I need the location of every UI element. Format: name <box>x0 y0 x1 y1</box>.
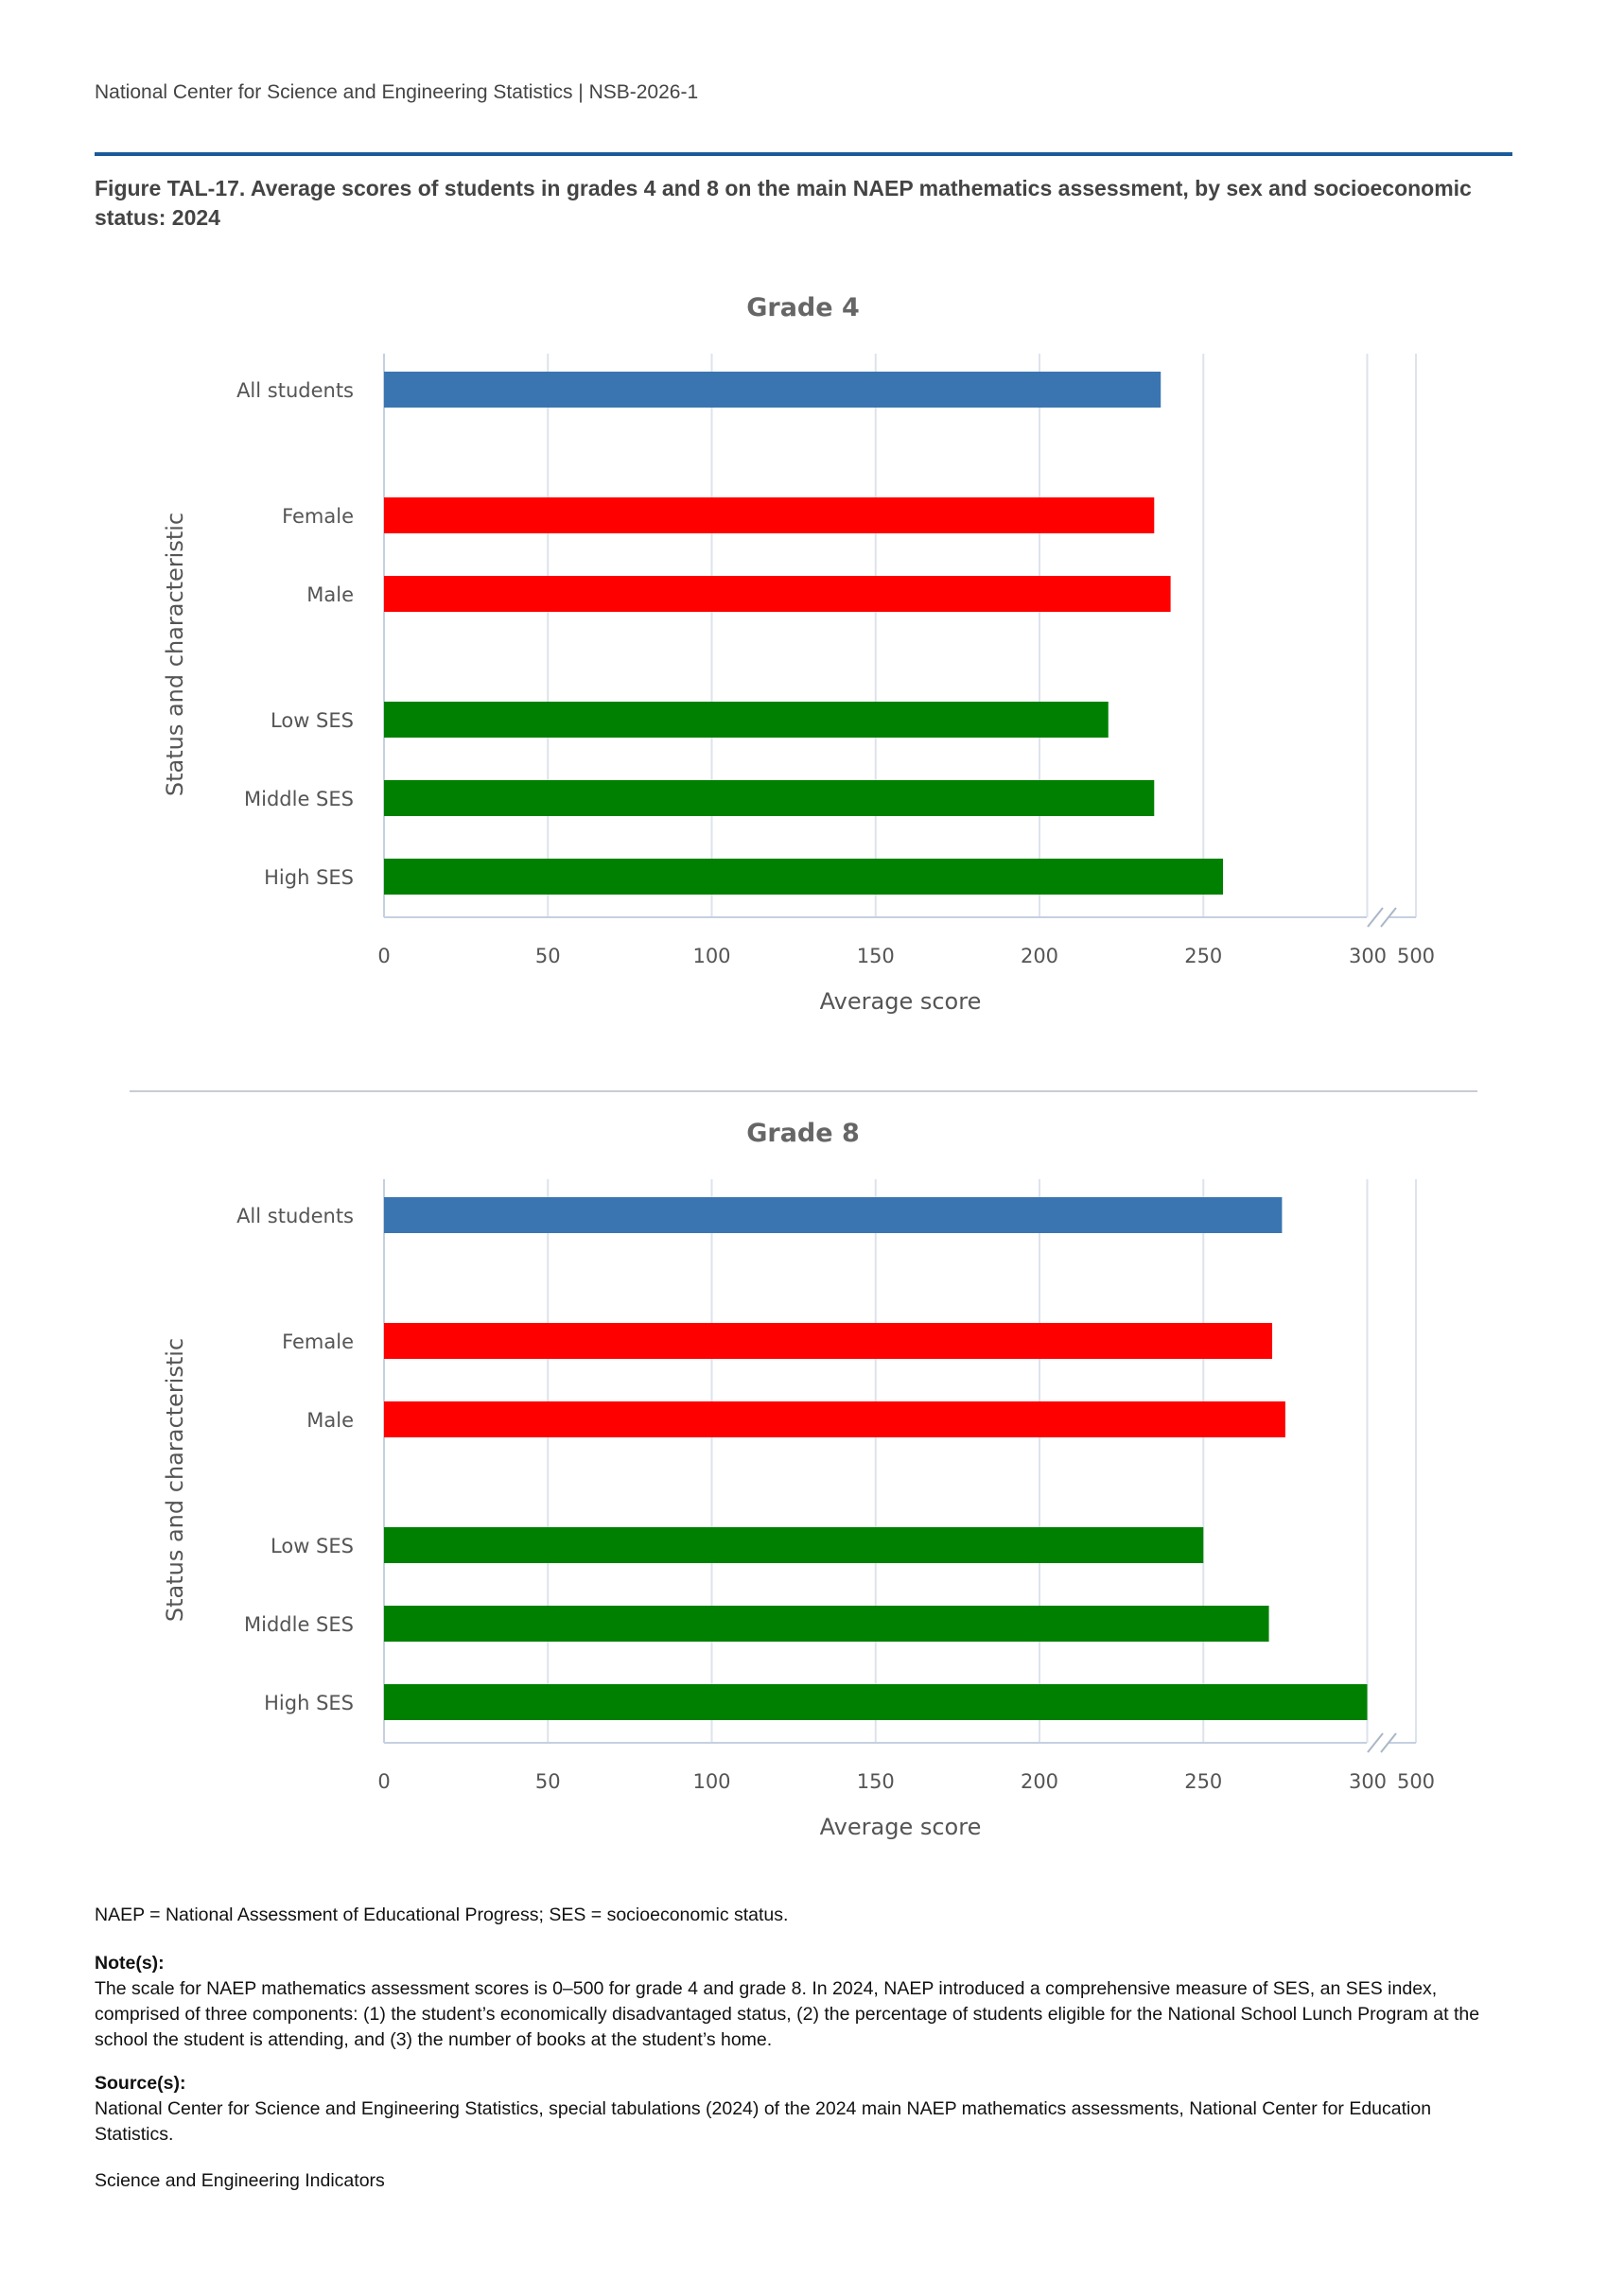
grade-4-title: Grade 4 <box>746 293 860 322</box>
grade-4-bar <box>384 372 1161 408</box>
grade-8-tick-label: 150 <box>856 1770 895 1793</box>
grade-8-tick-label: 50 <box>534 1770 561 1793</box>
grade-8-tick-label: 500 <box>1396 1770 1436 1793</box>
grade-4-bar <box>384 780 1154 816</box>
grade-8-tick-label: 200 <box>1020 1770 1059 1793</box>
grade-8-bar <box>384 1323 1272 1359</box>
grade-8-tick-label: 300 <box>1348 1770 1388 1793</box>
grade-4-tick-label: 0 <box>377 945 391 967</box>
grade-4-bar <box>384 859 1223 895</box>
grade-8-chart-svg <box>0 1100 1607 1866</box>
chart-divider <box>130 1090 1477 1092</box>
source <box>95 2071 1512 2148</box>
grade-4-category-label: Low SES <box>271 709 354 732</box>
grade-4-tick-label: 150 <box>856 945 895 967</box>
grade-8-category-label: Low SES <box>271 1535 354 1557</box>
grade-4-category-label: High SES <box>264 866 354 889</box>
grade-4-category-label: All students <box>236 379 354 402</box>
grade-4-tick-label: 200 <box>1020 945 1059 967</box>
grade-8-tick-label: 100 <box>692 1770 731 1793</box>
page-header: National Center for Science and Engineering Statistics | NSB-2026-1 <box>95 81 699 103</box>
grade-4-tick-label: 250 <box>1184 945 1223 967</box>
grade-8-axis-break-mark <box>1368 1733 1383 1752</box>
header-rule <box>95 152 1512 156</box>
grade-8-bar <box>384 1606 1269 1642</box>
grade-4-axis-break-mark <box>1368 908 1383 927</box>
grade-4-bar <box>384 702 1109 738</box>
grade-8-y-axis-label: Status and characteristic <box>162 1337 188 1623</box>
grade-8-category-label: Female <box>282 1331 354 1353</box>
abbreviations: NAEP = National Assessment of Educational Progress; SES = socioeconomic status. <box>95 1905 789 1925</box>
grade-8-tick-label: 0 <box>377 1770 391 1793</box>
grade-8-bar <box>384 1401 1285 1437</box>
publication-name: Science and Engineering Indicators <box>95 2170 385 2191</box>
source-text: National Center for Science and Engineering Statistics, special tabulations (2024) of the 2024 main NAEP mathematics assessments, National Center for Education Statistics. <box>95 2098 1432 2145</box>
grade-8-tick-label: 250 <box>1184 1770 1223 1793</box>
grade-4-y-axis-label: Status and characteristic <box>162 512 188 797</box>
grade-8-category-label: Male <box>306 1409 354 1432</box>
grade-8-title: Grade 8 <box>746 1119 860 1148</box>
grade-4-category-label: Female <box>282 505 354 528</box>
source-label: Source(s): <box>95 2073 186 2094</box>
grade-8-x-axis-label: Average score <box>819 1814 982 1840</box>
grade-8-bar <box>384 1684 1368 1720</box>
grade-8-bar <box>384 1527 1203 1563</box>
grade-4-bar <box>384 576 1171 612</box>
grade-4-chart-svg <box>0 274 1607 1031</box>
grade-8-bar <box>384 1197 1282 1233</box>
grade-4-x-axis-label: Average score <box>819 988 982 1015</box>
grade-8-category-label: High SES <box>264 1692 354 1714</box>
figure-title: Figure TAL-17. Average scores of students in grades 4 and 8 on the main NAEP mathematics assessment, by sex and socioeconomic status: 2024 <box>95 176 1472 230</box>
grade-8-chart <box>0 1100 1607 1866</box>
grade-4-category-label: Middle SES <box>244 788 354 810</box>
notes-label: Note(s): <box>95 1953 165 1974</box>
grade-8-category-label: Middle SES <box>244 1613 354 1636</box>
grade-4-tick-label: 500 <box>1396 945 1436 967</box>
grade-4-bar <box>384 497 1154 533</box>
grade-8-category-label: All students <box>236 1205 354 1227</box>
grade-4-tick-label: 50 <box>534 945 561 967</box>
grade-4-category-label: Male <box>306 583 354 606</box>
grade-4-tick-label: 100 <box>692 945 731 967</box>
notes-text: The scale for NAEP mathematics assessment scores is 0–500 for grade 4 and grade 8. In 2024, NAEP introduced a comprehensive measure of SES, an SES index, comprised of three components: (1) the student’s economically disadvantaged status, (2) the percentage of students eligible for the National School Lunch Program at the school the student is attending, and (3) the number of books at the student’s home. <box>95 1978 1480 2050</box>
grade-4-tick-label: 300 <box>1348 945 1388 967</box>
grade-4-chart <box>0 274 1607 1031</box>
notes <box>95 1951 1512 2053</box>
